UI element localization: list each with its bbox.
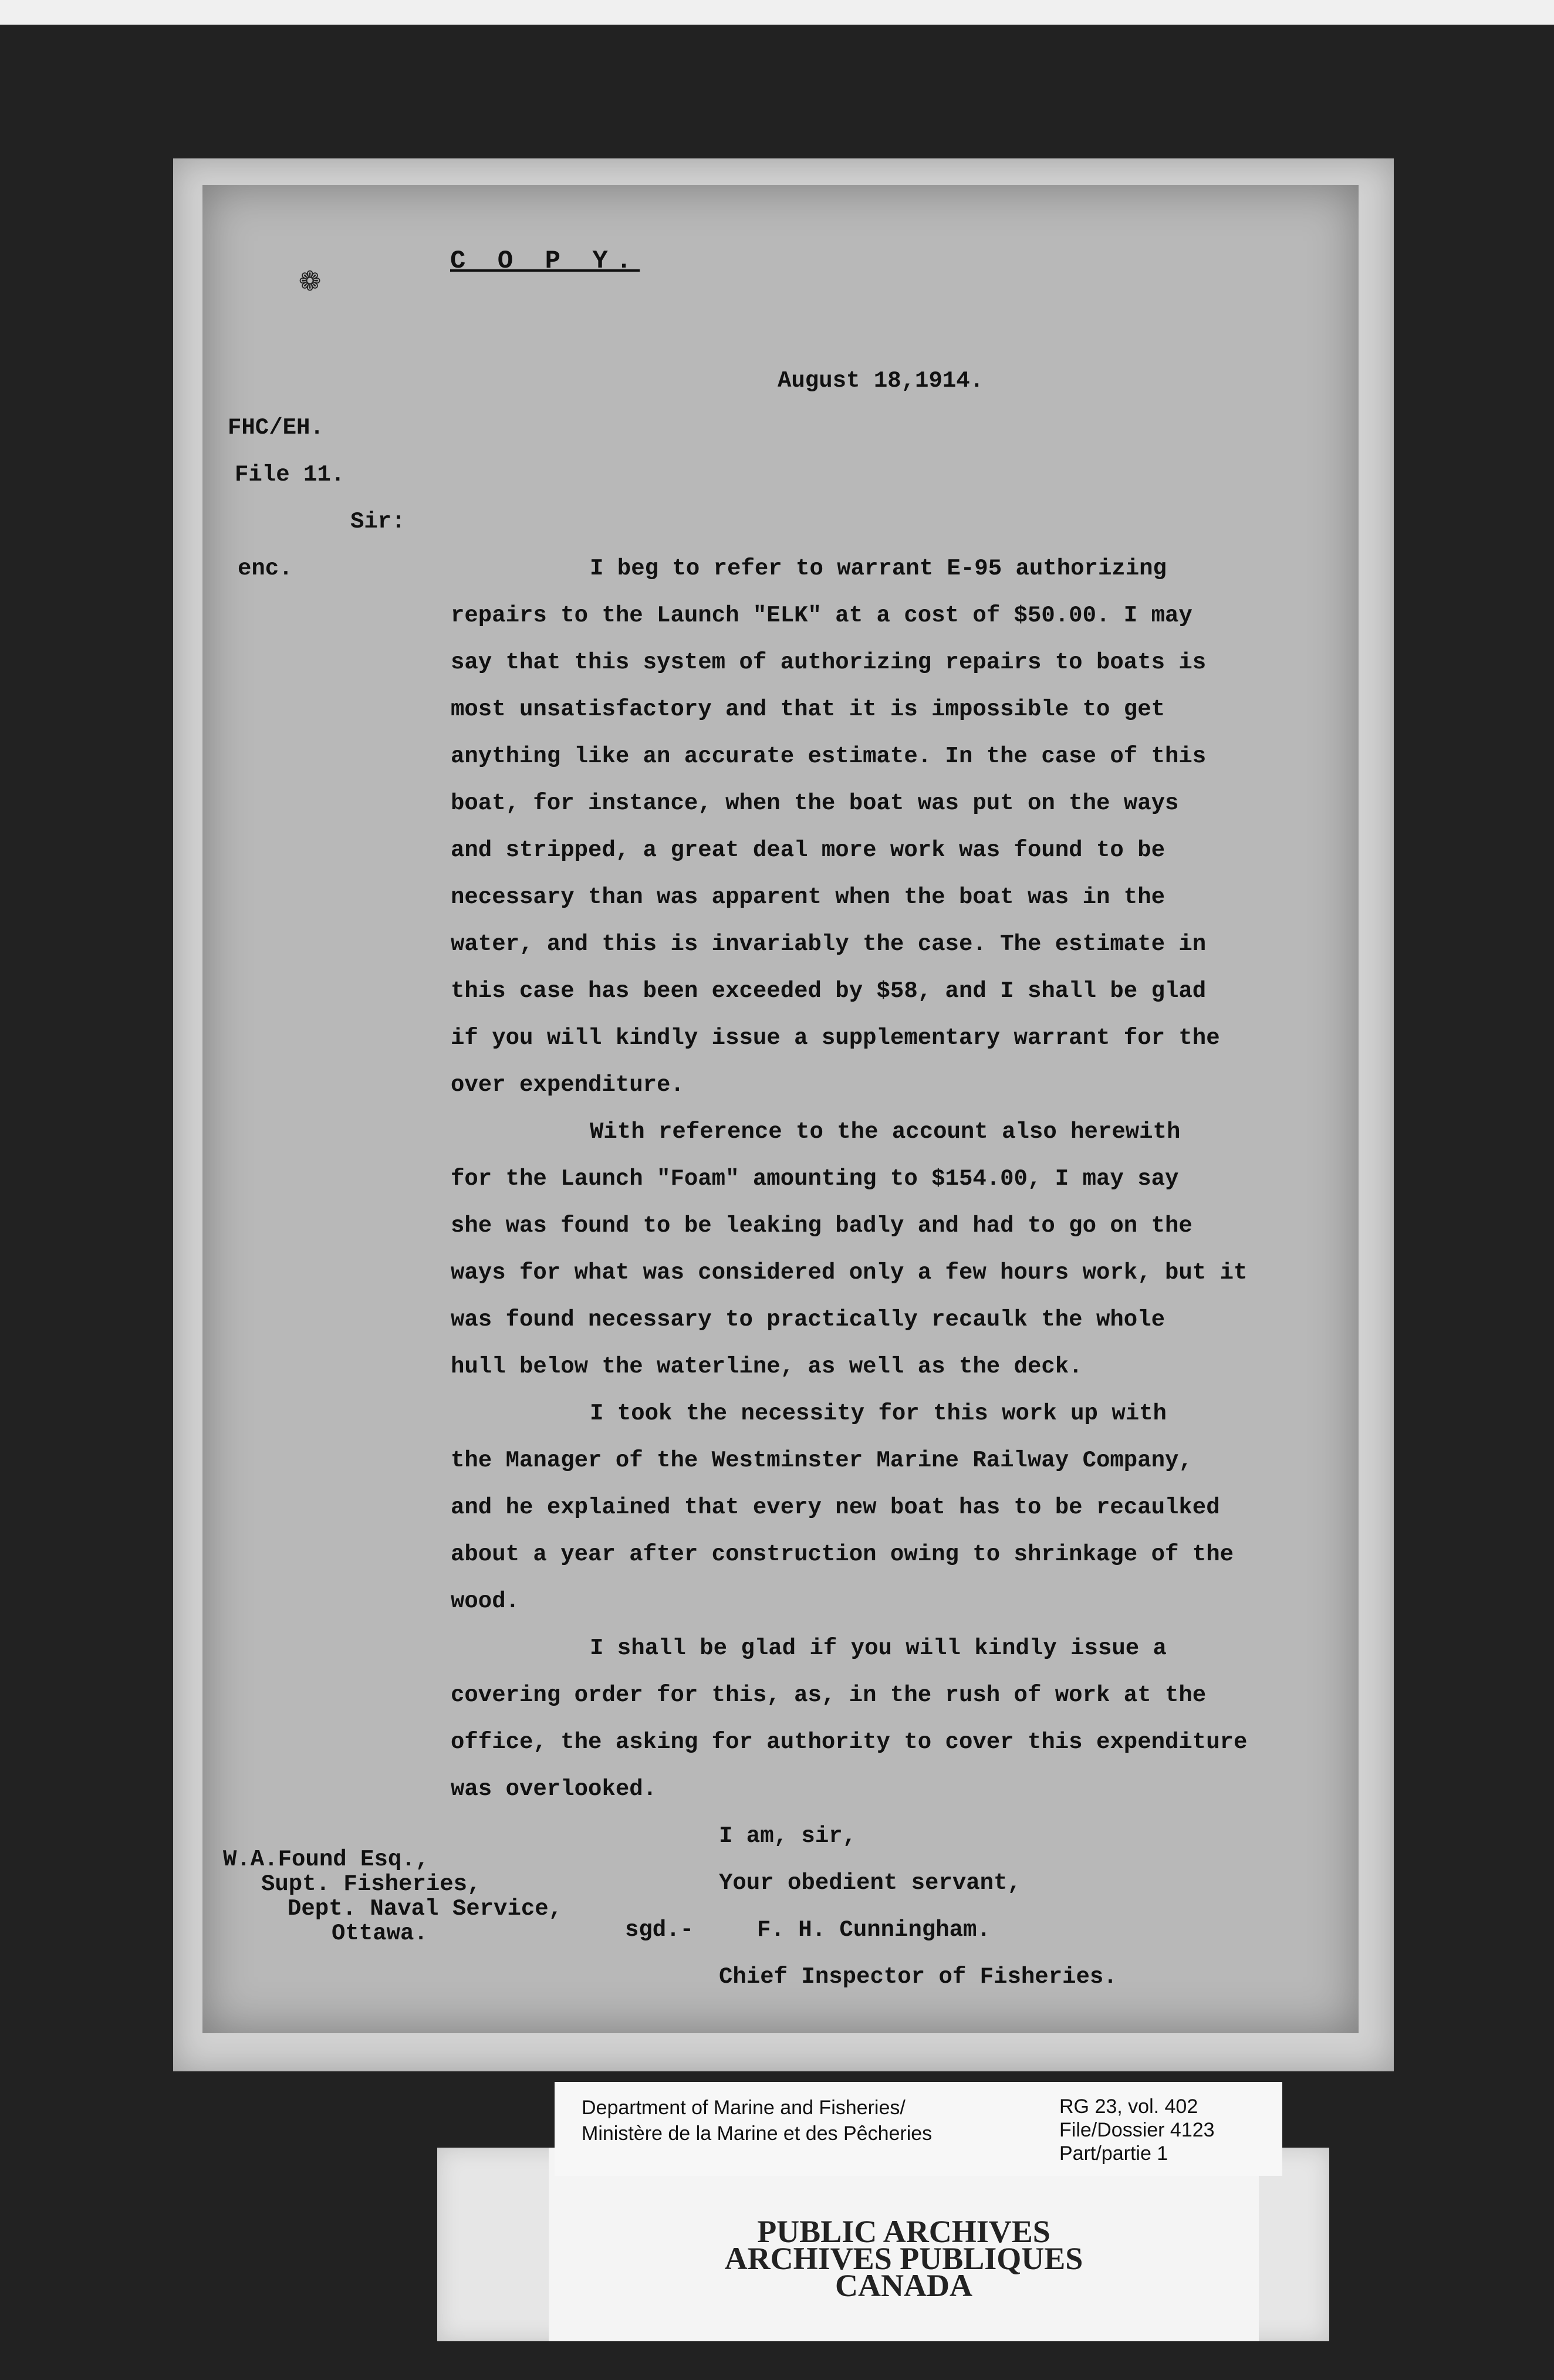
recipient-name: W.A.Found Esq., bbox=[223, 1847, 430, 1872]
paragraph-line: water, and this is invariably the case. The estimate in bbox=[451, 931, 1207, 957]
copy-title: C O P Y. bbox=[450, 246, 640, 276]
paragraph-line: anything like an accurate estimate. In the case of this bbox=[451, 743, 1207, 769]
archives-stamp-text bbox=[549, 2214, 1259, 2303]
closing-line: I am, sir, bbox=[719, 1823, 857, 1849]
letter-date: August 18,1914. bbox=[778, 368, 984, 394]
recipient-department: Dept. Naval Service, bbox=[288, 1896, 563, 1922]
paragraph-line: necessary than was apparent when the boat was in the bbox=[451, 884, 1165, 910]
label-part: Part/partie 1 bbox=[1059, 2142, 1168, 2165]
archive-reference-label bbox=[555, 2082, 1282, 2176]
enclosure-note: enc. bbox=[238, 556, 293, 582]
paragraph-line: the Manager of the Westminster Marine Railway Company, bbox=[451, 1448, 1192, 1473]
paragraph-line: if you will kindly issue a supplementary warrant for the bbox=[451, 1025, 1220, 1051]
paragraph-line: and stripped, a great deal more work was found to be bbox=[451, 837, 1165, 863]
paragraph-line: was found necessary to practically recaulk the whole bbox=[451, 1307, 1165, 1333]
salutation: Sir: bbox=[350, 509, 406, 535]
label-file: File/Dossier 4123 bbox=[1059, 2119, 1215, 2141]
closing-line: Your obedient servant, bbox=[719, 1870, 1021, 1896]
label-rg: RG 23, vol. 402 bbox=[1059, 2095, 1198, 2118]
paragraph-line: she was found to be leaking badly and had to go on the bbox=[451, 1213, 1192, 1239]
paragraph-line: wood. bbox=[451, 1588, 520, 1614]
archives-line-3: CANADA bbox=[835, 2268, 972, 2303]
label-reference bbox=[1059, 2095, 1215, 2165]
paragraph-line: most unsatisfactory and that it is impossible to get bbox=[451, 697, 1165, 722]
file-number: File 11. bbox=[235, 462, 345, 488]
reference-initials: FHC/EH. bbox=[228, 415, 324, 441]
recipient-city: Ottawa. bbox=[332, 1921, 428, 1946]
label-dept-en: Department of Marine and Fisheries/ bbox=[582, 2097, 906, 2119]
signed-prefix: sgd.- bbox=[625, 1917, 694, 1943]
paragraph-line: boat, for instance, when the boat was put on the ways bbox=[451, 790, 1179, 816]
paragraph-line: covering order for this, as, in the rush of work at the bbox=[451, 1682, 1207, 1708]
label-dept-fr: Ministère de la Marine et des Pêcheries bbox=[582, 2122, 933, 2145]
paragraph-line: I took the necessity for this work up with bbox=[590, 1401, 1167, 1426]
paragraph-line: say that this system of authorizing repairs to boats is bbox=[451, 650, 1207, 675]
paragraph-line: about a year after construction owing to shrinkage of the bbox=[451, 1541, 1234, 1567]
paragraph-line: office, the asking for authority to cover this expenditure bbox=[451, 1729, 1248, 1755]
signer-title: Chief Inspector of Fisheries. bbox=[719, 1964, 1117, 1990]
recipient-title: Supt. Fisheries, bbox=[261, 1871, 481, 1897]
paragraph-line: for the Launch "Foam" amounting to $154.00, I may say bbox=[451, 1166, 1179, 1192]
archives-stamp bbox=[549, 2148, 1259, 2341]
archives-line-1: PUBLIC ARCHIVES bbox=[757, 2214, 1050, 2249]
paragraph-line: repairs to the Launch "ELK" at a cost of $50.00. I may bbox=[451, 603, 1192, 628]
label-department bbox=[582, 2095, 932, 2146]
paragraph-line: I shall be glad if you will kindly issue a bbox=[590, 1635, 1167, 1661]
paragraph-line: was overlooked. bbox=[451, 1776, 657, 1802]
paragraph-line: over expenditure. bbox=[451, 1072, 684, 1098]
signer-name: F. H. Cunningham. bbox=[757, 1917, 991, 1943]
paragraph-line: I beg to refer to warrant E-95 authorizing bbox=[590, 556, 1167, 582]
ornament-icon: ❁ bbox=[299, 262, 321, 302]
paragraph-line: this case has been exceeded by $58, and I shall be glad bbox=[451, 978, 1207, 1004]
paragraph-line: With reference to the account also herewith bbox=[590, 1119, 1181, 1145]
paragraph-line: hull below the waterline, as well as the deck. bbox=[451, 1354, 1083, 1380]
paragraph-line: ways for what was considered only a few hours work, but it bbox=[451, 1260, 1248, 1286]
archives-stamp-area bbox=[437, 2148, 1329, 2341]
paragraph-line: and he explained that every new boat has to be recaulked bbox=[451, 1495, 1220, 1520]
archives-line-2: ARCHIVES PUBLIQUES bbox=[724, 2241, 1083, 2276]
